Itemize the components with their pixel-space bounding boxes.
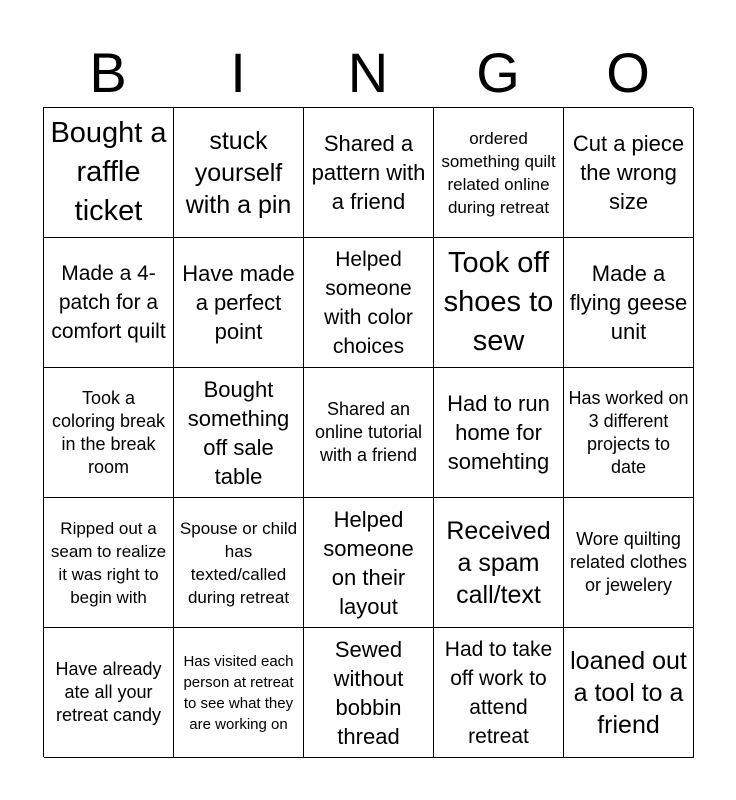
bingo-cell-text: Wore quilting related clothes or jewelery bbox=[569, 529, 688, 595]
bingo-board bbox=[43, 107, 693, 757]
bingo-cell-n5[interactable] bbox=[304, 628, 434, 758]
bingo-cell-text: Have already ate all your retreat candy bbox=[55, 659, 162, 725]
bingo-cell-b1[interactable] bbox=[44, 108, 174, 238]
bingo-cell-text: Sewed without bobbin thread bbox=[333, 636, 404, 749]
bingo-cell-text: Has visited each person at retreat to see what they are working on bbox=[183, 652, 294, 733]
bingo-cell-i1[interactable] bbox=[174, 108, 304, 238]
bingo-cell-o4[interactable] bbox=[564, 498, 694, 628]
header-letter-g: G bbox=[476, 41, 520, 104]
bingo-cell-i4[interactable] bbox=[174, 498, 304, 628]
header-letter-n: N bbox=[347, 41, 389, 104]
bingo-cell-o5[interactable] bbox=[564, 628, 694, 758]
bingo-cell-text: Had to take off work to attend retreat bbox=[444, 637, 553, 748]
bingo-cell-o1[interactable] bbox=[564, 108, 694, 238]
bingo-cell-text: Bought a raffle ticket bbox=[50, 117, 167, 227]
bingo-cell-text: Shared an online tutorial with a friend bbox=[314, 399, 423, 465]
bingo-cell-b5[interactable] bbox=[44, 628, 174, 758]
bingo-cell-text: Ripped out a seam to realize it was right to begin with bbox=[50, 518, 167, 607]
bingo-header bbox=[43, 38, 693, 108]
bingo-cell-text: Helped someone with color choices bbox=[324, 247, 413, 358]
bingo-cell-text: stuck yourself with a pin bbox=[185, 126, 292, 219]
bingo-cell-text: Shared a pattern with a friend bbox=[311, 131, 426, 214]
bingo-cell-n4[interactable] bbox=[304, 498, 434, 628]
bingo-cell-b3[interactable] bbox=[44, 368, 174, 498]
bingo-cell-i2[interactable] bbox=[174, 238, 304, 368]
bingo-cell-i3[interactable] bbox=[174, 368, 304, 498]
bingo-cell-b2[interactable] bbox=[44, 238, 174, 368]
bingo-cell-i5[interactable] bbox=[174, 628, 304, 758]
bingo-cell-text: Spouse or child has texted/called during retreat bbox=[179, 518, 298, 607]
header-letter-b: B bbox=[89, 41, 127, 104]
bingo-cell-n1[interactable] bbox=[304, 108, 434, 238]
bingo-cell-g3[interactable] bbox=[434, 368, 564, 498]
bingo-cell-text: Had to run home for somehting bbox=[447, 391, 550, 474]
bingo-cell-text: Took off shoes to sew bbox=[443, 247, 554, 357]
bingo-cell-b4[interactable] bbox=[44, 498, 174, 628]
bingo-cell-text: Have made a perfect point bbox=[182, 261, 295, 344]
bingo-cell-text: Bought something off sale table bbox=[187, 376, 290, 489]
bingo-cell-text: Helped someone on their layout bbox=[323, 506, 414, 619]
header-letter-i: I bbox=[230, 41, 246, 104]
bingo-cell-text: ordered something quilt related online during retreat bbox=[441, 128, 556, 217]
bingo-cell-text: Has worked on 3 different projects to date bbox=[568, 387, 689, 477]
bingo-cell-n3[interactable] bbox=[304, 368, 434, 498]
bingo-cell-text: Took a coloring break in the break room bbox=[51, 387, 166, 477]
bingo-cell-o2[interactable] bbox=[564, 238, 694, 368]
bingo-cell-g1[interactable] bbox=[434, 108, 564, 238]
bingo-cell-text: loaned out a tool to a friend bbox=[570, 646, 687, 739]
bingo-cell-g2[interactable] bbox=[434, 238, 564, 368]
bingo-cell-n2[interactable] bbox=[304, 238, 434, 368]
bingo-cell-g4[interactable] bbox=[434, 498, 564, 628]
bingo-cell-text: Made a flying geese unit bbox=[569, 261, 688, 344]
bingo-cell-text: Made a 4-patch for a comfort quilt bbox=[51, 262, 166, 343]
bingo-cell-g5[interactable] bbox=[434, 628, 564, 758]
bingo-cell-text: Cut a piece the wrong size bbox=[572, 131, 685, 214]
header-letter-o: O bbox=[606, 41, 650, 104]
bingo-cell-text: Received a spam call/text bbox=[446, 516, 551, 609]
bingo-cell-o3[interactable] bbox=[564, 368, 694, 498]
